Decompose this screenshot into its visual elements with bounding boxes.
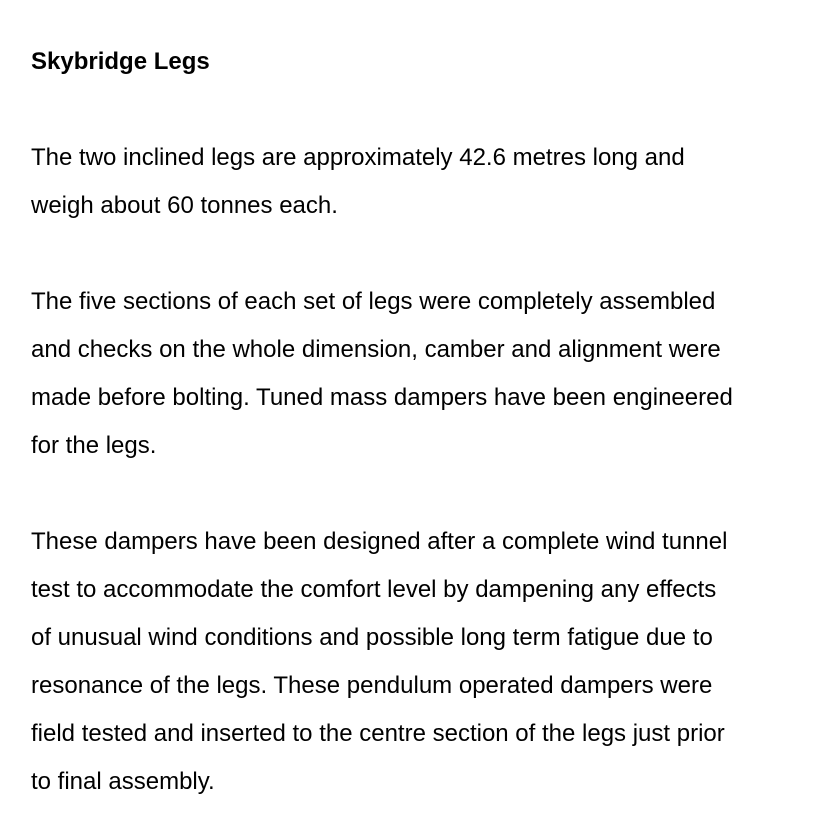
text-line: for the legs. [31,432,157,459]
text-line: test to accommodate the comfort level by dampening any effects [31,576,717,603]
paragraph-legs-dimensions [31,134,801,230]
document-title: Skybridge Legs [31,48,210,75]
text-line: and checks on the whole dimension, camber and alignment were [31,336,721,363]
text-line: field tested and inserted to the centre section of the legs just prior [31,720,725,747]
document-body [31,38,801,806]
text-line: made before bolting. Tuned mass dampers have been engineered [31,384,733,411]
text-line: weigh about 60 tonnes each. [31,192,338,219]
paragraph-assembly [31,278,801,470]
text-line: resonance of the legs. These pendulum operated dampers were [31,672,713,699]
text-line: These dampers have been designed after a complete wind tunnel [31,528,728,555]
text-line: The five sections of each set of legs were completely assembled [31,288,716,315]
text-line: The two inclined legs are approximately 42.6 metres long and [31,144,685,171]
text-line: to final assembly. [31,768,215,795]
paragraph-dampers [31,518,801,806]
text-line: of unusual wind conditions and possible long term fatigue due to [31,624,713,651]
